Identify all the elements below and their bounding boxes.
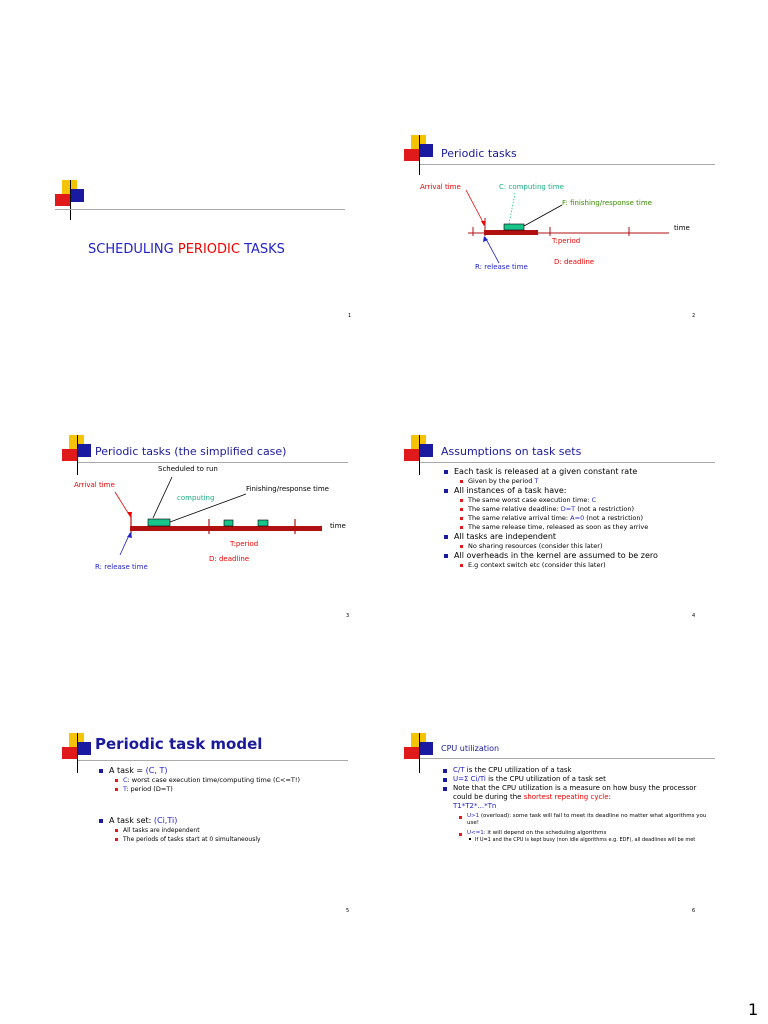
timeline-diagram — [384, 0, 768, 330]
slide-1 — [0, 0, 384, 330]
finishing-time-label: Finishing/response time — [246, 485, 329, 493]
arrival-time-label: Arrival time — [74, 481, 115, 489]
period-label: T:period — [552, 237, 581, 245]
sub-bullet-text: : worst case execution time/computing time (C<=T!) — [127, 776, 301, 784]
sub-bullet-item: No sharing resources (consider this later) — [442, 542, 752, 551]
time-axis-label: time — [674, 224, 690, 232]
highlight-text: C — [123, 776, 128, 784]
bullet-item — [441, 766, 711, 775]
bullet-item — [97, 816, 367, 826]
sub-bullet-item — [442, 505, 752, 514]
timeline-diagram — [0, 380, 384, 630]
slide-2 — [384, 0, 768, 330]
slide-number: 3 — [346, 613, 350, 619]
slide-title: Assumptions on task sets — [441, 445, 582, 458]
sub-bullet-item: All tasks are independent — [97, 826, 367, 835]
highlight-text: T1*T2*...*Tn — [453, 802, 497, 810]
bullet-item — [97, 766, 367, 776]
bullet-list — [97, 766, 367, 844]
slide-logo-icon — [55, 180, 95, 220]
bullet-text: Note that the CPU utilization is a measure on how busy the processor could be during the — [453, 784, 697, 801]
time-axis-label: time — [330, 522, 346, 530]
computing-time-label: C: computing time — [499, 183, 564, 191]
bullet-list — [441, 766, 711, 843]
release-time-label: R: release time — [95, 563, 148, 571]
highlight-text: shortest repeating cycle — [523, 793, 609, 801]
sub-bullet-item: E.g context switch etc (consider this later) — [442, 561, 752, 570]
sub-bullet-text: Given by the period — [468, 477, 535, 485]
page-number: 1 — [748, 1000, 759, 1019]
bullet-item: All instances of a task have: — [442, 486, 752, 496]
bullet-item — [441, 784, 711, 811]
slide-title — [88, 242, 285, 257]
slide-number: 1 — [348, 313, 352, 319]
slide-5 — [0, 700, 384, 930]
bullet-text: : — [608, 793, 611, 801]
bullet-text: A task set: — [109, 816, 154, 825]
sub-bullet-item: The periods of tasks start at 0 simultaneously — [97, 835, 367, 844]
sub-bullet-item — [442, 477, 752, 486]
title-part-1: SCHEDULING — [88, 242, 174, 257]
sub-bullet-item — [97, 785, 367, 794]
sub-bullet-item — [441, 830, 711, 837]
highlight-text: U<=1 — [467, 830, 484, 836]
sub-bullet-text: : it will depend on the scheduling algorithms — [483, 830, 607, 836]
slide-number: 6 — [692, 908, 696, 914]
finishing-time-label: F: finishing/response time — [562, 199, 652, 207]
highlight-text: D=T — [560, 505, 576, 513]
title-part-2: PERIODIC — [177, 242, 240, 257]
title-divider — [420, 462, 715, 463]
bullet-item: All tasks are independent — [442, 532, 752, 542]
slide-title: Periodic tasks — [441, 147, 517, 160]
highlight-text: T — [534, 477, 539, 485]
scheduled-to-run-label: Scheduled to run — [158, 465, 218, 473]
slide-number: 4 — [692, 613, 696, 619]
slide-number: 2 — [692, 313, 696, 319]
sub-bullet-text: (overload): some task will fail to meet its deadline no matter what algorithms you use! — [467, 813, 707, 826]
slide-logo-icon — [404, 733, 444, 773]
highlight-text: (Ci,Ti) — [153, 816, 178, 825]
sub-bullet-text: : period (D=T) — [126, 785, 173, 793]
title-part-3: TASKS — [244, 242, 285, 257]
slide-4 — [384, 380, 768, 630]
period-label: T:period — [230, 540, 259, 548]
highlight-text: (C, T) — [145, 766, 168, 775]
sub-bullet-text: (not a restriction) — [575, 505, 635, 513]
slide-title: CPU utilization — [441, 744, 500, 753]
highlight-text: U>1 — [467, 813, 480, 819]
title-divider — [78, 760, 348, 761]
slide-title: Periodic task model — [95, 735, 263, 753]
sub-bullet-text: (not a restriction) — [584, 514, 644, 522]
slide-logo-icon — [404, 435, 444, 475]
title-divider — [55, 209, 345, 210]
highlight-text: T — [123, 785, 127, 793]
deadline-label: D: deadline — [554, 258, 595, 266]
sub-bullet-text: The same worst case execution time: — [468, 496, 592, 504]
sub-bullet-item — [442, 514, 752, 523]
sub-bullet-text: The same relative arrival time: — [468, 514, 571, 522]
sub-sub-bullet-item: If U=1 and the CPU is kept busy (non idle algorithms e.g. EDF), all deadlines will be met — [441, 837, 711, 843]
bullet-item: Each task is released at a given constant rate — [442, 467, 752, 477]
deadline-label: D: deadline — [209, 555, 250, 563]
sub-bullet-item: The same release time, released as soon as they arrive — [442, 523, 752, 532]
highlight-text: A=0 — [570, 514, 585, 522]
slide-title: Periodic tasks (the simplified case) — [95, 445, 287, 458]
sub-bullet-item — [442, 496, 752, 505]
highlight-text: U=Σ Ci/Ti — [453, 775, 486, 783]
slide-6 — [384, 700, 768, 930]
bullet-list — [442, 467, 752, 570]
title-divider — [420, 758, 715, 759]
highlight-text: C — [591, 496, 597, 504]
bullet-text: is the CPU utilization of a task set — [485, 775, 606, 783]
computing-label: computing — [177, 494, 215, 502]
release-time-label: R: release time — [475, 263, 528, 271]
bullet-item: All overheads in the kernel are assumed to be zero — [442, 551, 752, 561]
bullet-item — [441, 775, 711, 784]
slide-3 — [0, 380, 384, 630]
slide-number: 5 — [346, 908, 350, 914]
bullet-text: is the CPU utilization of a task — [464, 766, 572, 774]
arrival-time-label: Arrival time — [420, 183, 461, 191]
bullet-text: A task = — [109, 766, 146, 775]
sub-bullet-text: The same relative deadline: — [468, 505, 561, 513]
sub-bullet-item — [97, 776, 367, 785]
sub-bullet-item — [441, 813, 711, 827]
highlight-text: C/T — [453, 766, 465, 774]
